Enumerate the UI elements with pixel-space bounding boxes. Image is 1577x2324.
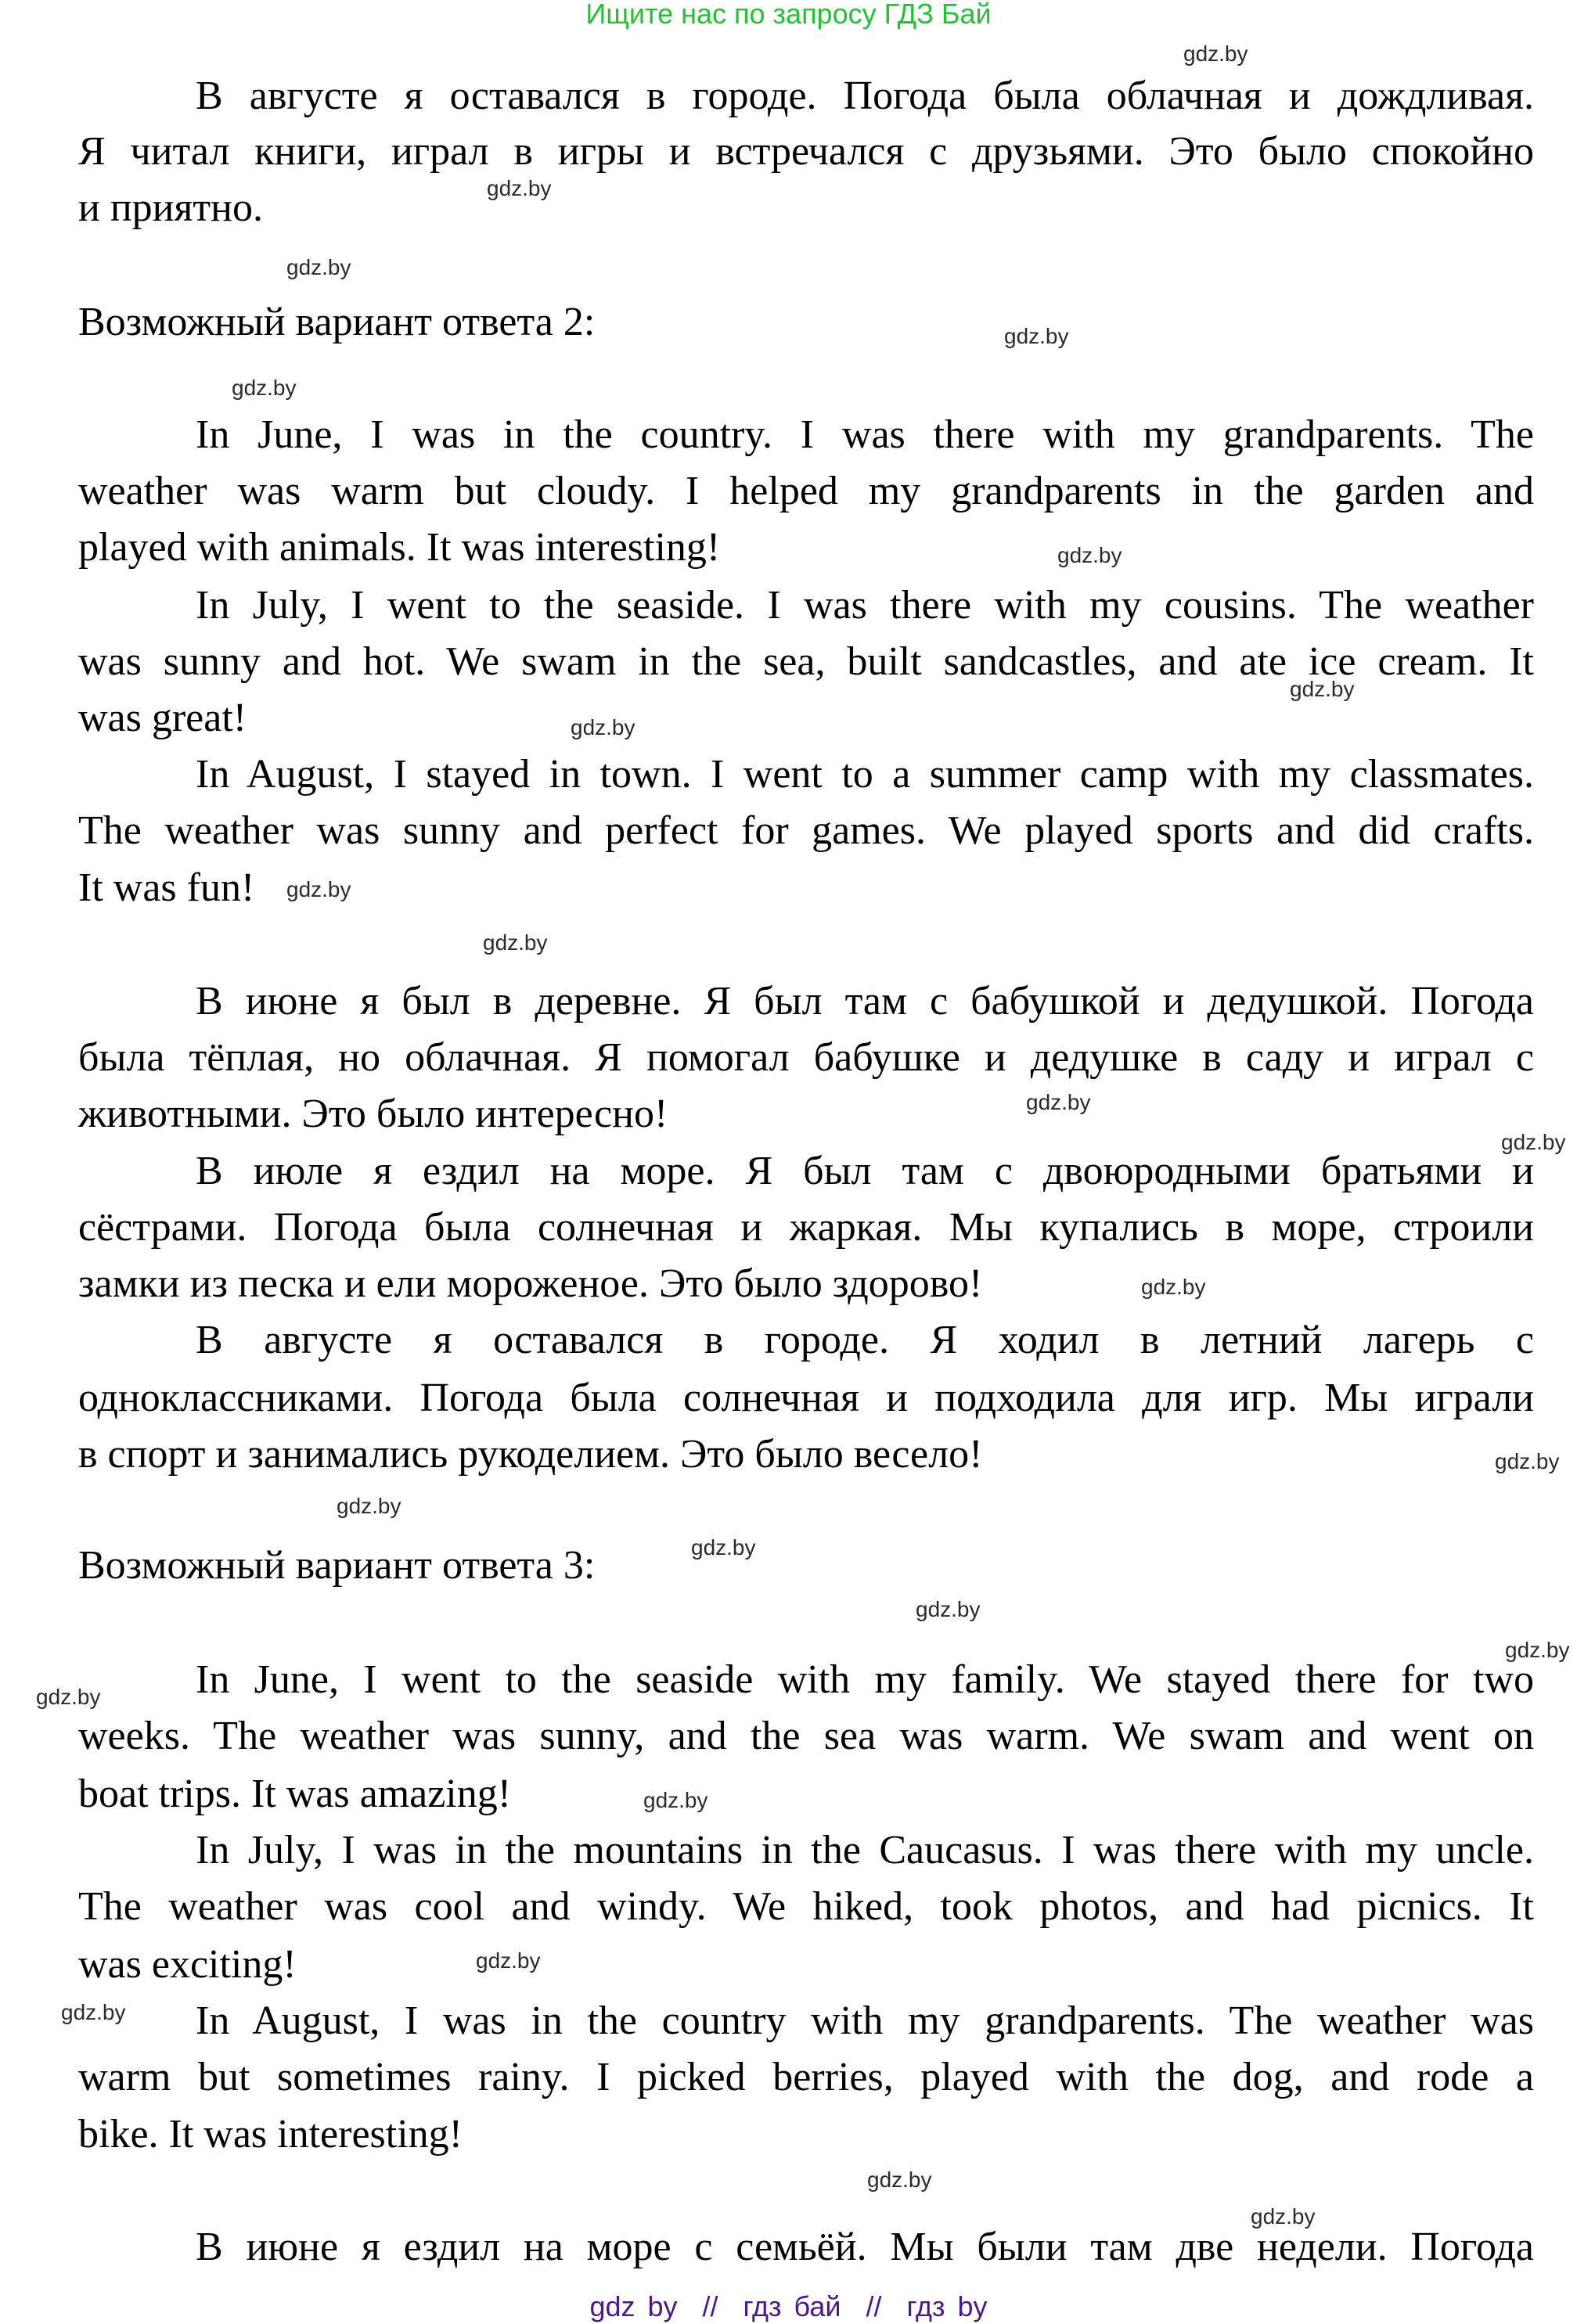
paragraph-line: bike. It was interesting! <box>78 2112 463 2157</box>
paragraph-line: weather was warm but cloudy. I helped my grandparents in the garden and <box>78 469 1534 513</box>
footer-site-links[interactable]: gdz by // гдз бай // гдз by <box>589 2290 988 2322</box>
paragraph-line: замки из песка и ели мороженое. Это было здорово! <box>78 1261 983 1306</box>
watermark: gdz.by <box>483 930 548 955</box>
paragraph-line: животными. Это было интересно! <box>78 1092 668 1136</box>
site-search-hint[interactable]: Ищите нас по запросу ГДЗ Бай <box>585 0 992 30</box>
paragraph-line: In June, I went to the seaside with my family. We stayed there for two <box>196 1657 1534 1702</box>
paragraph-line: In August, I was in the country with my grandparents. The weather was <box>196 1998 1534 2043</box>
variant-2-heading: Возможный вариант ответа 2: <box>78 300 596 344</box>
watermark: gdz.by <box>1183 41 1248 66</box>
watermark: gdz.by <box>1141 1275 1206 1299</box>
paragraph-line: was sunny and hot. We swam in the sea, built sandcastles, and ate ice cream. It <box>78 639 1534 684</box>
paragraph-line: was great! <box>78 696 247 740</box>
watermark: gdz.by <box>1290 677 1355 701</box>
watermark: gdz.by <box>232 376 297 400</box>
watermark: gdz.by <box>1501 1130 1566 1154</box>
watermark: gdz.by <box>691 1535 756 1560</box>
watermark: gdz.by <box>36 1685 101 1709</box>
paragraph-line: In August, I stayed in town. I went to a summer camp with my classmates. <box>196 752 1534 797</box>
watermark: gdz.by <box>1057 543 1122 567</box>
watermark: gdz.by <box>1251 2204 1316 2229</box>
paragraph-line: и приятно. <box>78 185 263 230</box>
watermark: gdz.by <box>286 255 351 279</box>
watermark: gdz.by <box>337 1494 401 1518</box>
paragraph-line: В июне я ездил на море с семьёй. Мы были там две недели. Погода <box>196 2225 1534 2269</box>
paragraph-line: В июле я ездил на море. Я был там с двоюродными братьями и <box>196 1149 1534 1193</box>
watermark: gdz.by <box>1026 1090 1091 1114</box>
paragraph-line: одноклассниками. Погода была солнечная и подходила для игр. Мы играли <box>78 1376 1534 1420</box>
watermark: gdz.by <box>643 1788 708 1812</box>
paragraph-line: In June, I was in the country. I was there with my grandparents. The <box>196 412 1534 457</box>
watermark: gdz.by <box>487 176 552 200</box>
paragraph-line: It was fun! <box>78 865 255 910</box>
watermark: gdz.by <box>61 2000 126 2024</box>
watermark: gdz.by <box>916 1597 981 1621</box>
paragraph-line: В июне я был в деревне. Я был там с бабушкой и дедушкой. Погода <box>196 979 1534 1023</box>
paragraph-line: The weather was sunny and perfect for games. We played sports and did crafts. <box>78 808 1534 853</box>
paragraph-line: boat trips. It was amazing! <box>78 1772 512 1816</box>
paragraph-line: В августе я оставался в городе. Погода была облачная и дождливая. <box>196 74 1534 118</box>
paragraph-line: В августе я оставался в городе. Я ходил в летний лагерь с <box>196 1318 1534 1362</box>
paragraph-line: played with animals. It was interesting! <box>78 525 721 570</box>
watermark: gdz.by <box>1495 1449 1560 1473</box>
paragraph-line: The weather was cool and windy. We hiked, took photos, and had picnics. It <box>78 1884 1534 1929</box>
variant-3-heading: Возможный вариант ответа 3: <box>78 1543 596 1588</box>
paragraph-line: в спорт и занимались рукоделием. Это было весело! <box>78 1432 983 1477</box>
watermark: gdz.by <box>1004 324 1069 348</box>
paragraph-line: was exciting! <box>78 1942 297 1987</box>
watermark: gdz.by <box>476 1948 541 1973</box>
paragraph-line: была тёплая, но облачная. Я помогал бабушке и дедушке в саду и играл с <box>78 1035 1534 1080</box>
paragraph-line: Я читал книги, играл в игры и встречался с друзьями. Это было спокойно <box>78 129 1534 174</box>
watermark: gdz.by <box>867 2168 932 2192</box>
paragraph-line: warm but sometimes rainy. I picked berries, played with the dog, and rode a <box>78 2055 1534 2099</box>
paragraph-line: In July, I was in the mountains in the Caucasus. I was there with my uncle. <box>196 1828 1534 1873</box>
paragraph-line: сёстрами. Погода была солнечная и жаркая. Мы купались в море, строили <box>78 1205 1534 1250</box>
watermark: gdz.by <box>571 715 635 739</box>
watermark: gdz.by <box>1505 1638 1570 1662</box>
watermark: gdz.by <box>286 877 351 901</box>
paragraph-line: weeks. The weather was sunny, and the sea was warm. We swam and went on <box>78 1714 1534 1758</box>
paragraph-line: In July, I went to the seaside. I was there with my cousins. The weather <box>196 583 1534 628</box>
